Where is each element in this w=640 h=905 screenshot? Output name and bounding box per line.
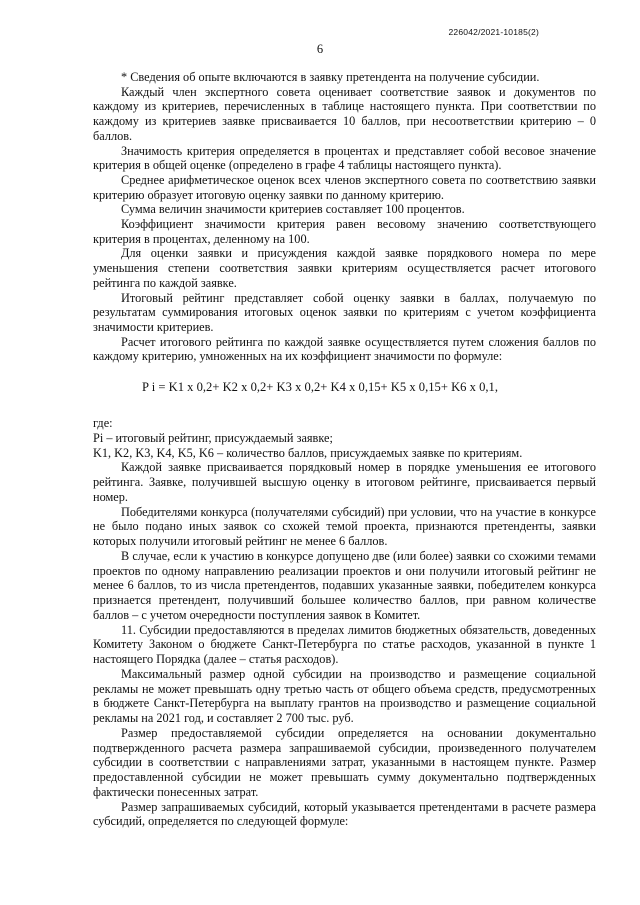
body-text-upper: [93, 70, 596, 364]
paragraph-footnote: * Сведения об опыте включаются в заявку претендента на получение субсидии.: [121, 70, 540, 84]
document-number: 226042/2021-10185(2): [448, 27, 539, 37]
paragraph-where: где:: [93, 416, 113, 430]
paragraph: Максимальный размер одной субсидии на производство и размещение социальной рекламы не может превышать одну третью часть от общего объема средств, предусмотренных в бюджете Санкт-Петербурга на выплату грантов на производство и размещение социальной рекламы на 2021 год, и составляет 2 700 тыс. руб.: [93, 666, 596, 725]
page-number: 6: [316, 42, 324, 56]
paragraph: Победителями конкурса (получателями субсидий) при условии, что на участие в конкурсе не было подано иных заявок со схожей темой проекта, признаются претенденты, заявки которых получили итоговый рейтинг не менее 6 баллов.: [93, 504, 596, 548]
paragraph: Каждый член экспертного совета оценивает соответствие заявок и документов по каждому из критериев, перечисленных в таблице настоящего пункта. При соответствии по каждому из критериев заявке присваивается 10 баллов, при несоответствии критерию – 0 баллов.: [93, 84, 596, 143]
definition-pi: Pi – итоговый рейтинг, присуждаемый заявке;: [93, 430, 333, 445]
paragraph: В случае, если к участию в конкурсе допущено две (или более) заявки со схожими темами проектов по одному направлению реализации проектов и они получили итоговый рейтинг не менее 6 баллов, то из числа претендентов, подавших указанные заявки, победителем конкурса признается претендент, получивший большее количество баллов, при равном количестве баллов – с учетом очередности поступления заявок в Комитет.: [93, 548, 596, 622]
paragraph: Значимость критерия определяется в процентах и представляет собой весовое значение критерия в общей оценке (определено в графе 4 таблицы настоящего пункта).: [93, 143, 596, 173]
paragraph: Коэффициент значимости критерия равен весовому значению соответствующего критерия в процентах, деленному на 100.: [93, 217, 596, 246]
paragraph: Каждой заявке присваивается порядковый номер в порядке уменьшения ее итогового рейтинга. Заявке, получившей высшую оценку в итоговом рейтинге, присваивается первый номер.: [93, 460, 596, 504]
paragraph: Итоговый рейтинг представляет собой оценку заявки в баллах, получаемую по результатам суммирования итоговых оценок заявки по критериям с учетом коэффициента значимости критериев.: [93, 290, 596, 334]
paragraph: Размер предоставляемой субсидии определяется на основании документально подтвержденного расчета размера запрашиваемой субсидии, произведенного получателем субсидии в соответствии с направлениями затрат, указанными в настоящем пункте. Размер предоставленной субсидии не может превышать сумму документально подтвержденных фактически понесенных затрат.: [93, 725, 596, 799]
rating-formula: P i = K1 x 0,2+ K2 x 0,2+ K3 x 0,2+ K4 x 0,15+ K5 x 0,15+ K6 x 0,1,: [142, 380, 498, 394]
paragraph: Сумма величин значимости критериев составляет 100 процентов.: [121, 202, 465, 217]
paragraph: Для оценки заявки и присуждения каждой заявке порядкового номера по мере уменьшения степени соответствия заявки критериям осуществляется расчет итогового рейтинга по каждой заявке.: [93, 246, 596, 290]
paragraph: 11. Субсидии предоставляются в пределах лимитов бюджетных обязательств, доведенных Комитету Законом о бюджете Санкт-Петербурга по статье расходов, указанной в пункте 1 настоящего Порядка (далее – статья расходов).: [93, 622, 596, 666]
paragraph: Среднее арифметическое оценок всех членов экспертного совета по соответствию заявки критерию образует итоговую оценку заявки по данному критерию.: [93, 172, 596, 202]
body-text-lower: [93, 416, 596, 829]
paragraph: Расчет итогового рейтинга по каждой заявке осуществляется путем сложения баллов по каждому критерию, умноженных на их коэффициент значимости по формуле:: [93, 334, 596, 364]
paragraph: Размер запрашиваемых субсидий, который указывается претендентами в расчете размера субсидий, определяется по следующей формуле:: [93, 799, 596, 829]
definition-k: K1, K2, K3, K4, K5, K6 – количество баллов, присуждаемых заявке по критериям.: [93, 445, 523, 460]
